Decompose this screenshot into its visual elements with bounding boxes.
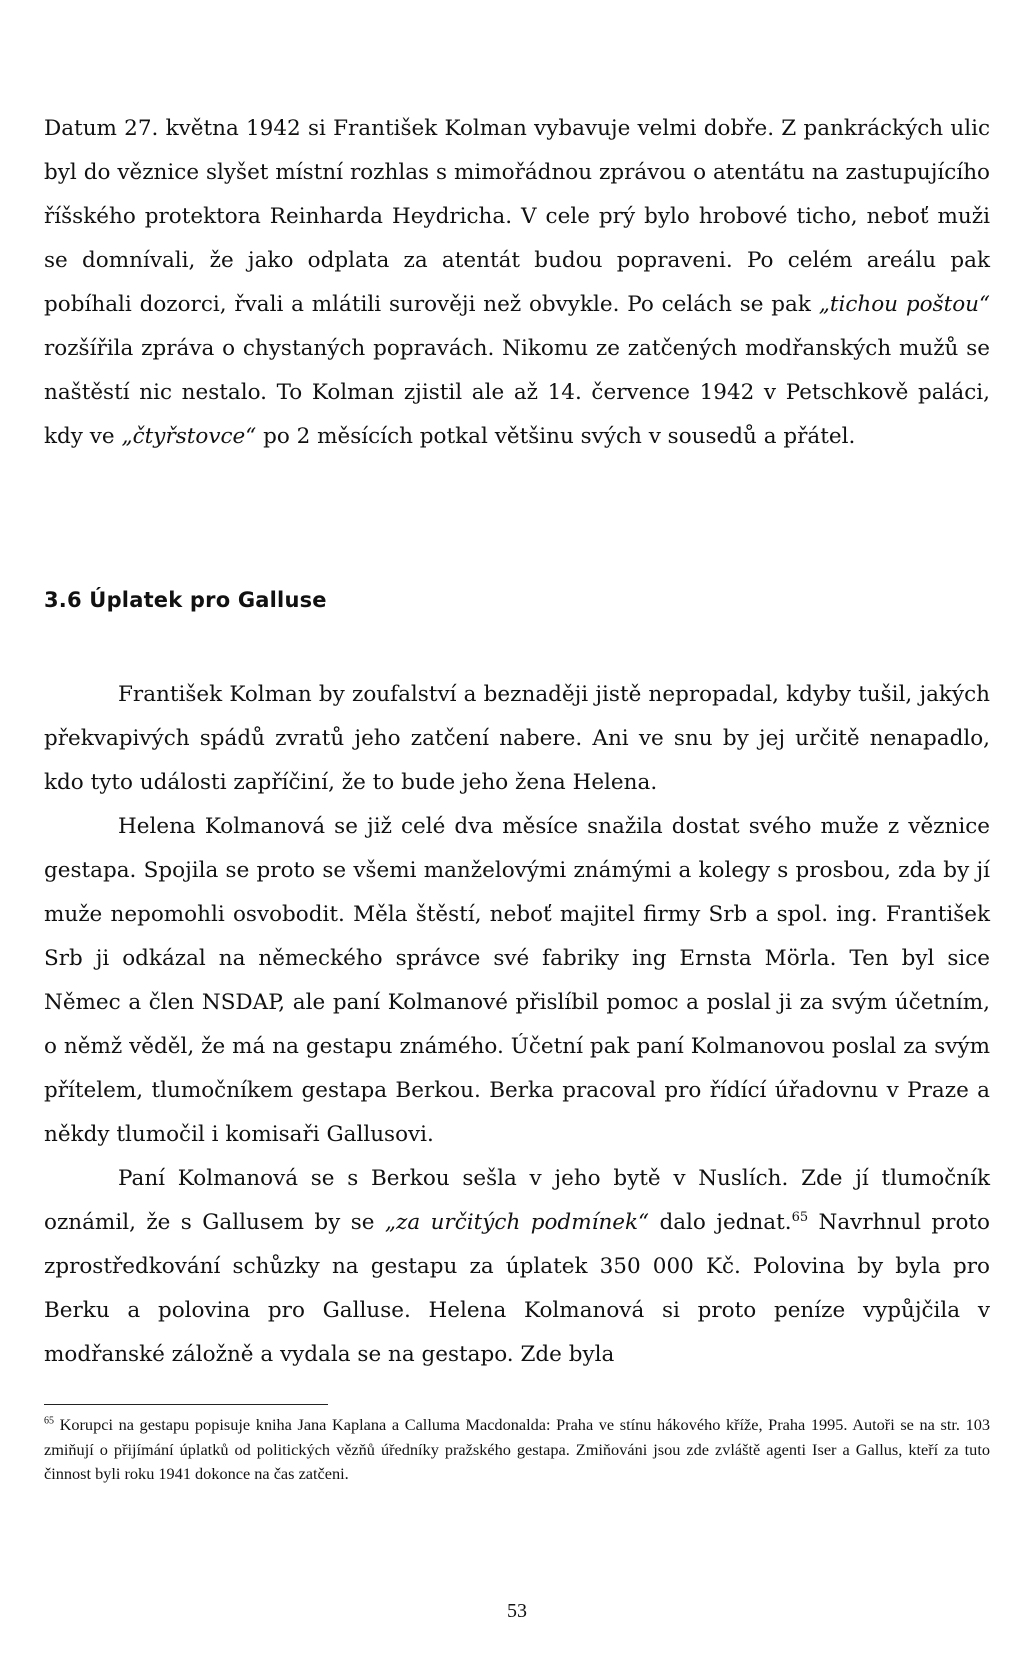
section-heading: 3.6 Úplatek pro Galluse xyxy=(44,588,327,612)
intro-quote-tichou-postou: „tichou poštou“ xyxy=(818,292,990,317)
intro-text-part-3: po 2 měsících potkal většinu svých v sousedů a přátel. xyxy=(256,424,856,449)
page-number: 53 xyxy=(507,1600,527,1622)
footnote-reference: 65 xyxy=(791,1209,809,1225)
section-body xyxy=(44,673,990,1377)
quote-za-urcitych-podminek: „za určitých podmínek“ xyxy=(384,1210,650,1235)
section-paragraph-3-part-1: Paní Kolmanová se s Berkou sešla v jeho bytě v Nuslích. Zde jí tlumočník oznámil, že s Gallusem by se xyxy=(44,1166,990,1235)
footnote xyxy=(44,1413,990,1487)
intro-paragraph xyxy=(44,107,990,459)
footnote-divider xyxy=(44,1404,328,1405)
footnote-number: 65 xyxy=(44,1415,54,1427)
section-paragraph-3-part-2: dalo jednat. xyxy=(649,1210,792,1235)
section-paragraph-2: Helena Kolmanová se již celé dva měsíce snažila dostat svého muže z věznice gestapa. Spojila se proto se všemi manželovými známými a kolegy s prosbou, zda by jí muže nepomohli osvobodit. Měla štěstí, neboť majitel firmy Srb a spol. ing. František Srb ji odkázal na německého správce své fabriky ing Ernsta Mörla. Ten byl sice Němec a člen NSDAP, ale paní Kolmanové přislíbil pomoc a poslal ji za svým účetním, o němž věděl, že má na gestapu známého. Účetní pak paní Kolmanovou poslal za svým přítelem, tlumočníkem gestapa Berkou. Berka pracoval pro řídící úřadovnu v Praze a někdy tlumočil i komisaři Gallusovi. xyxy=(44,814,990,1147)
intro-text-part-1: Datum 27. května 1942 si František Kolman vybavuje velmi dobře. Z pankráckých ulic byl do věznice slyšet místní rozhlas s mimořádnou zprávou o atentátu na zastupujícího říšského protektora Reinharda Heydricha. V cele prý bylo hrobové ticho, neboť muži se domnívali, že jako odplata za atentát budou popraveni. Po celém areálu pak pobíhali dozorci, řvali a mlátili surověji než obvykle. Po celách se pak xyxy=(44,116,990,317)
section-paragraph-3 xyxy=(44,1157,990,1377)
footnote-text: Korupci na gestapu popisuje kniha Jana Kaplana a Calluma Macdonalda: Praha ve stínu hákového kříže, Praha 1995. Autoři se na str. 103 zmiňují o přijímání úplatků od politických vězňů úředníky pražského gestapa. Zmiňováni jsou zde zvláště agenti Iser a Gallus, kteří za tuto činnost byli roku 1941 dokonce na čas zatčeni. xyxy=(44,1415,990,1483)
intro-quote-ctyrstovce: „čtyřstovce“ xyxy=(121,424,257,449)
intro-text-part-2: rozšířila zpráva o chystaných popravách. Nikomu ze zatčených modřanských mužů se naštěstí nic nestalo. To Kolman zjistil ale až 14. července 1942 v Petschkově paláci, kdy ve xyxy=(44,336,990,449)
section-paragraph-1: František Kolman by zoufalství a beznaději jistě nepropadal, kdyby tušil, jakých překvapivých spádů zvratů jeho zatčení nabere. Ani ve snu by jej určitě nenapadlo, kdo tyto události zapříčiní, že to bude jeho žena Helena. xyxy=(44,682,990,795)
section-paragraph-3-part-3: Navrhnul proto zprostředkování schůzky na gestapu za úplatek 350 000 Kč. Polovina by byla pro Berku a polovina pro Galluse. Helena Kolmanová si proto peníze vypůjčila v modřanské záložně a vydala se na gestapo. Zde byla xyxy=(44,1210,990,1367)
